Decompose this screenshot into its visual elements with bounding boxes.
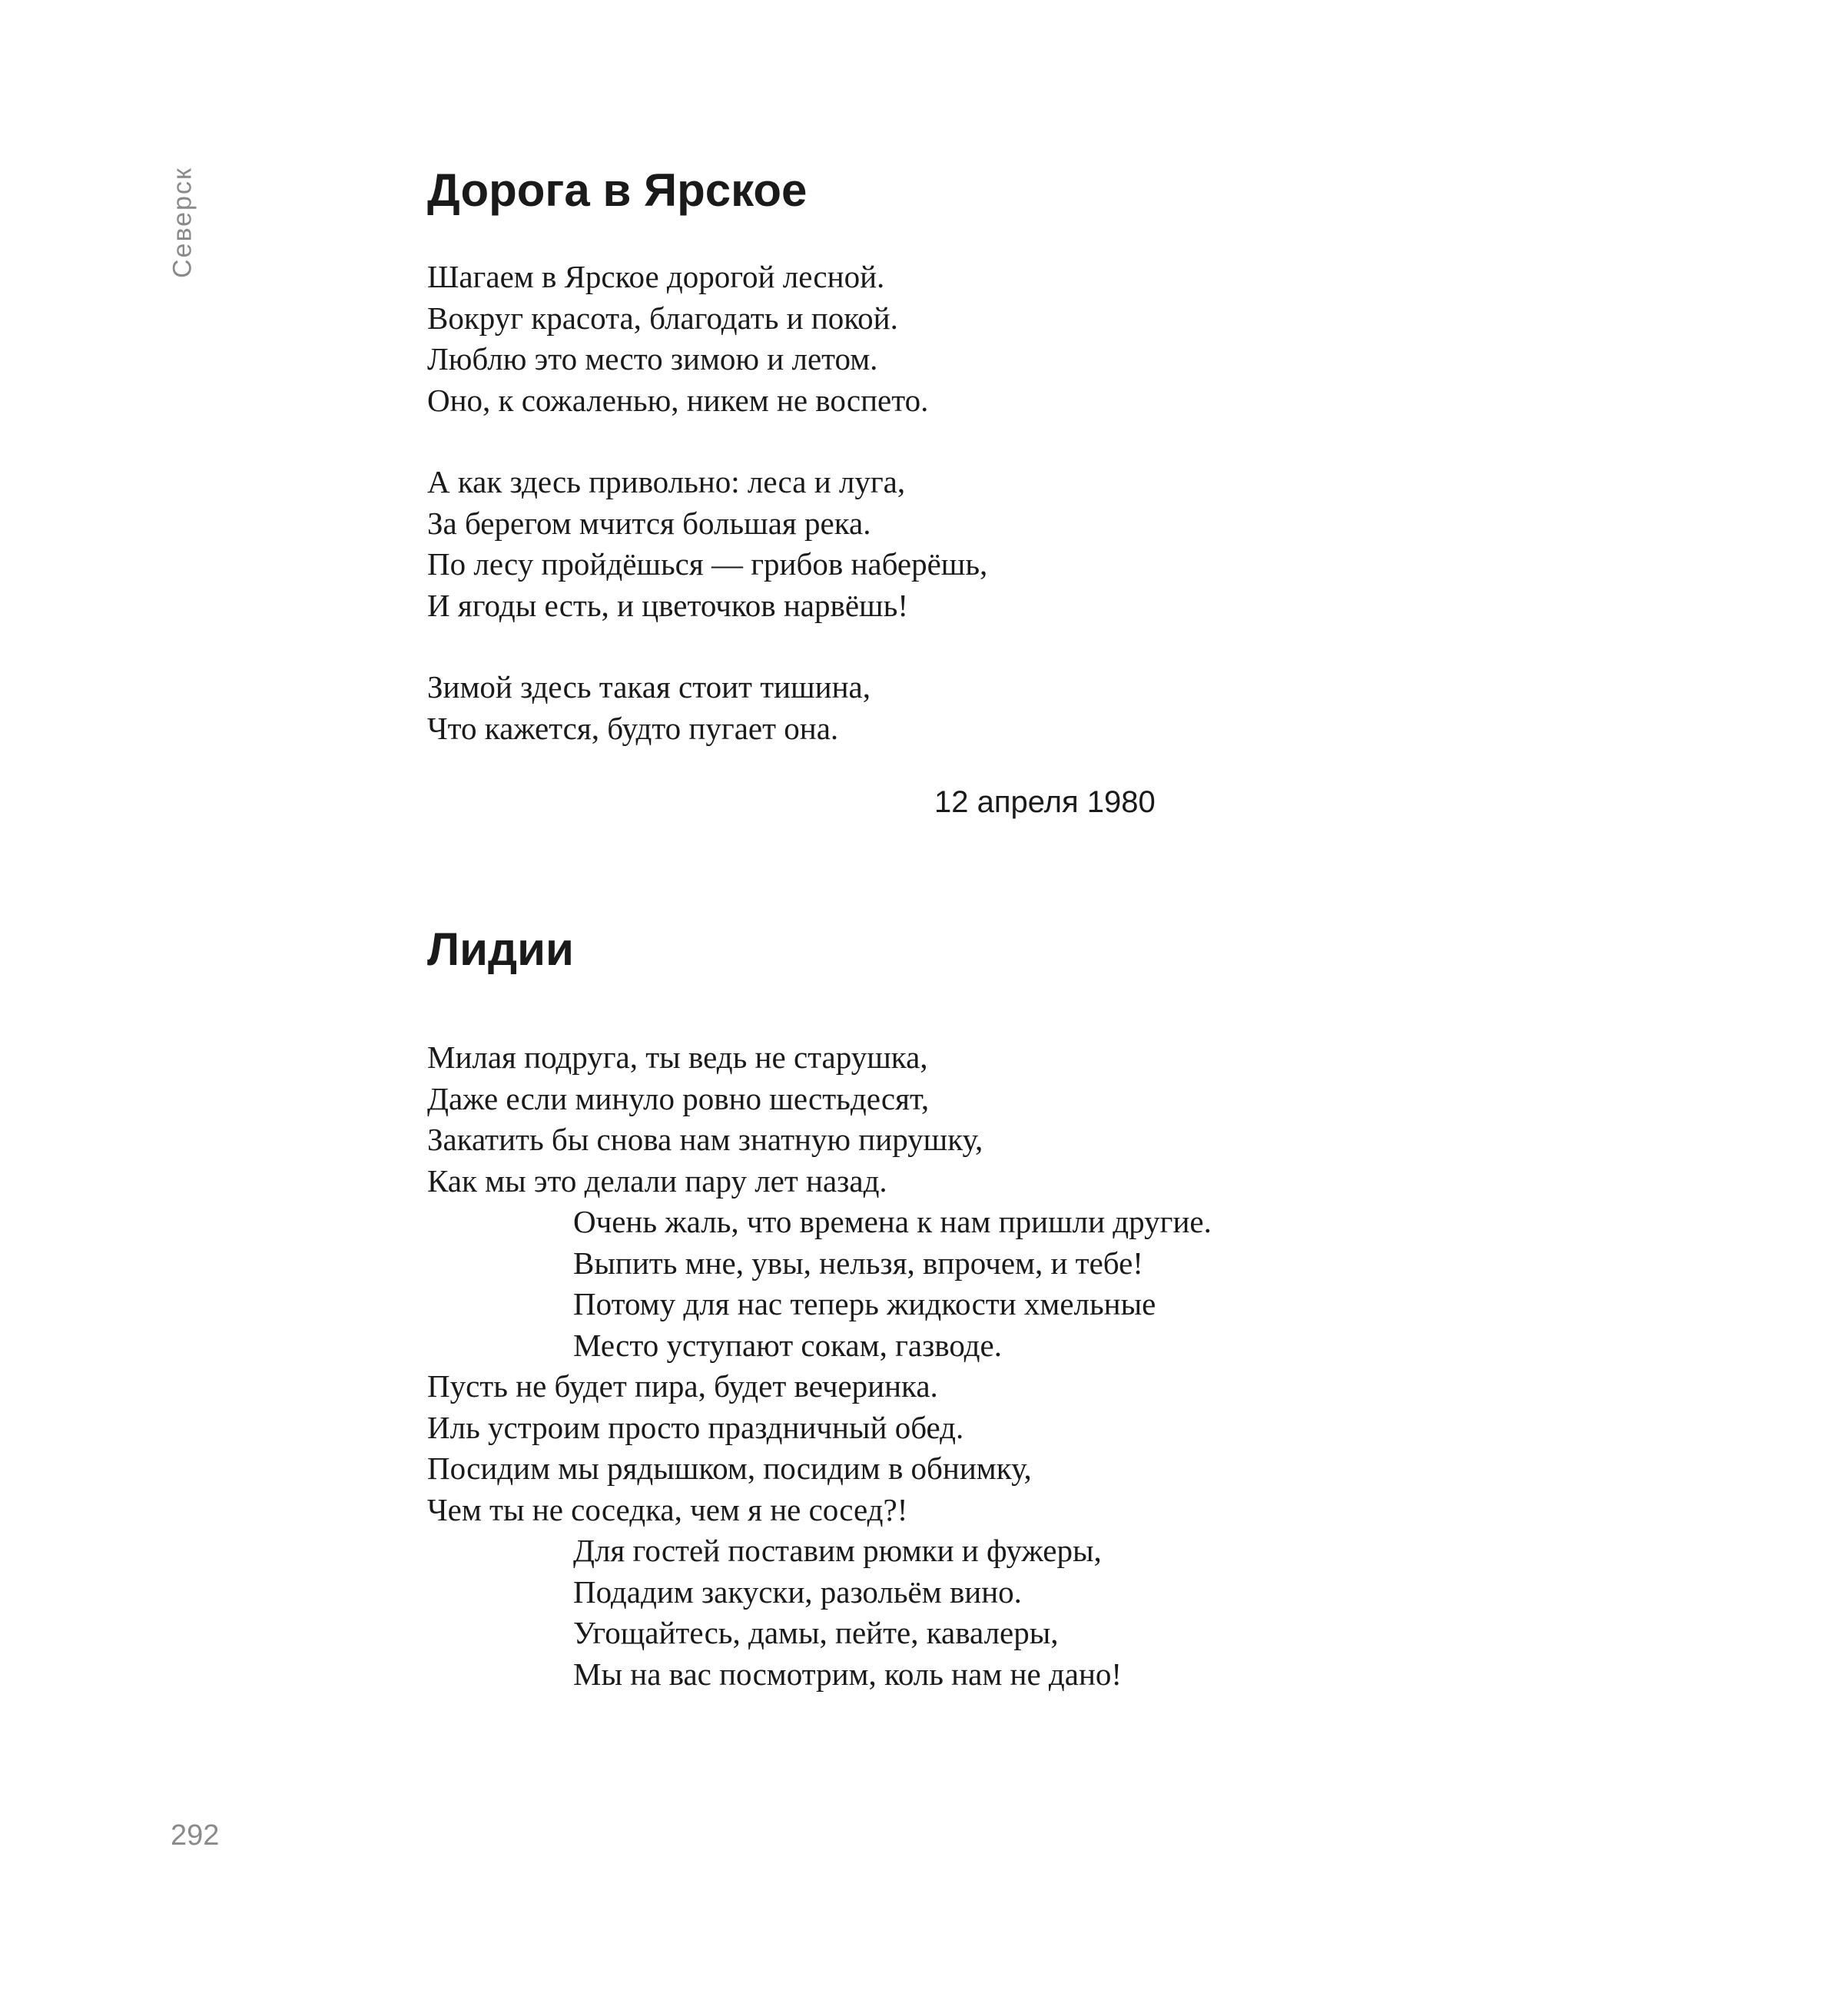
poem-line: Милая подруга, ты ведь не старушка, — [427, 1040, 928, 1075]
poem-line: Люблю это место зимою и летом. — [427, 341, 878, 376]
poem-line: Иль устроим просто праздничный обед. — [427, 1409, 964, 1445]
poem-line: Пусть не будет пира, будет вечеринка. — [427, 1368, 938, 1404]
poem-line: За берегом мчится большая река. — [427, 505, 871, 541]
poem-line: Место уступают сокам, газводе. — [573, 1327, 1002, 1363]
poem-line: По лесу пройдёшься — грибов наберёшь, — [427, 546, 988, 582]
poem-line: Посидим мы рядышком, посидим в обнимку, — [427, 1451, 1032, 1486]
poem-title: Дорога в Ярское — [427, 164, 808, 216]
poem-line: Что кажется, будто пугает она. — [427, 710, 839, 746]
poem-line: Потому для нас теперь жидкости хмельные — [573, 1286, 1156, 1321]
poem-line: Очень жаль, что времена к нам пришли другие. — [573, 1204, 1212, 1239]
poem-line: Подадим закуски, разольём вино. — [573, 1573, 1022, 1610]
stanza — [427, 1037, 1212, 1695]
stanza — [427, 667, 871, 749]
poem-line: А как здесь привольно: леса и луга, — [427, 464, 906, 499]
page-number: 292 — [171, 1819, 220, 1852]
stanza — [427, 257, 928, 421]
poem-line: Мы на вас посмотрим, коль нам не дано! — [573, 1656, 1123, 1692]
poem-line: Как мы это делали пару лет назад. — [427, 1162, 887, 1199]
stanza — [427, 462, 987, 626]
poem-line: Угощайтесь, дамы, пейте, кавалеры, — [573, 1615, 1059, 1650]
poem-line: Чем ты не соседка, чем я не сосед?! — [427, 1491, 908, 1527]
poem-line: Даже если минуло ровно шестьдесят, — [427, 1080, 930, 1116]
poem-line: Выпить мне, увы, нельзя, впрочем, и тебе! — [573, 1245, 1143, 1281]
poem-line: Закатить бы снова нам знатную пирушку, — [427, 1122, 983, 1157]
poem-line: Для гостей поставим рюмки и фужеры, — [573, 1533, 1102, 1568]
poem-title: Лидии — [427, 923, 574, 975]
poem-line: Вокруг красота, благодать и покой. — [427, 300, 898, 336]
running-head: Северск — [167, 167, 197, 279]
poem-date: 12 апреля 1980 — [934, 785, 1156, 819]
poem-line: И ягоды есть, и цветочков нарвёшь! — [427, 587, 908, 623]
poem-line: Шагаем в Ярское дорогой лесной. — [427, 259, 885, 294]
poem-line: Оно, к сожаленью, никем не воспето. — [427, 382, 929, 418]
poem-line: Зимой здесь такая стоит тишина, — [427, 669, 871, 705]
